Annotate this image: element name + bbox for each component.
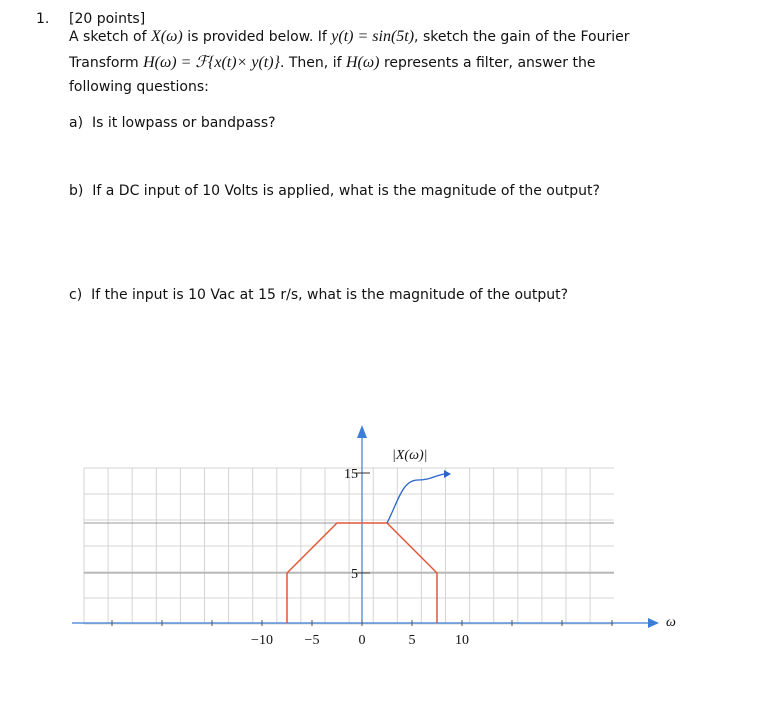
question-points: [20 points]	[69, 11, 146, 27]
part-b-label: b)	[69, 183, 84, 199]
y-axis-arrowhead	[357, 425, 367, 438]
x-tick-label: −5	[304, 633, 320, 648]
part-b-text: If a DC input of 10 Volts is applied, what is the magnitude of the output?	[92, 183, 600, 199]
h-definition: H(ω) = ℱ{x(t)× y(t)}	[143, 54, 280, 71]
chart-title-label: |X(ω)|	[392, 448, 428, 463]
x-axis-arrowhead	[648, 618, 659, 628]
part-a-label: a)	[69, 115, 84, 131]
chart-labels	[251, 448, 676, 648]
part-a-text: Is it lowpass or bandpass?	[91, 115, 276, 131]
line1-post: , sketch the gain of the Fourier	[414, 29, 630, 45]
h-symbol: H(ω)	[345, 54, 380, 71]
y-tick-label: 15	[344, 467, 358, 482]
question-line-3: following questions:	[69, 79, 209, 95]
line2-post: represents a filter, answer the	[383, 55, 596, 71]
x-of-omega-symbol: X(ω)	[151, 28, 183, 45]
part-c-label: c)	[69, 287, 83, 303]
part-c-text: If the input is 10 Vac at 15 r/s, what is the magnitude of the output?	[91, 287, 569, 303]
chart-grid	[84, 468, 614, 624]
y-tick-label: 5	[351, 567, 358, 582]
line2-pre: Transform	[69, 55, 139, 71]
title-pointer-arrowhead	[444, 470, 451, 478]
x-tick-label: −10	[251, 633, 273, 648]
line2-mid: . Then, if	[279, 55, 342, 71]
x-axis-label: ω	[666, 615, 676, 630]
x-tick-label: 5	[408, 633, 416, 648]
question-number: 1.	[36, 11, 50, 27]
line1-mid: is provided below. If	[187, 29, 327, 45]
x-tick-label: 0	[358, 633, 366, 648]
y-definition: y(t) = sin(5t)	[331, 28, 415, 45]
title-pointer-curve	[387, 474, 444, 523]
x-tick-label: 10	[455, 633, 469, 648]
line1-pre: A sketch of	[69, 29, 147, 45]
